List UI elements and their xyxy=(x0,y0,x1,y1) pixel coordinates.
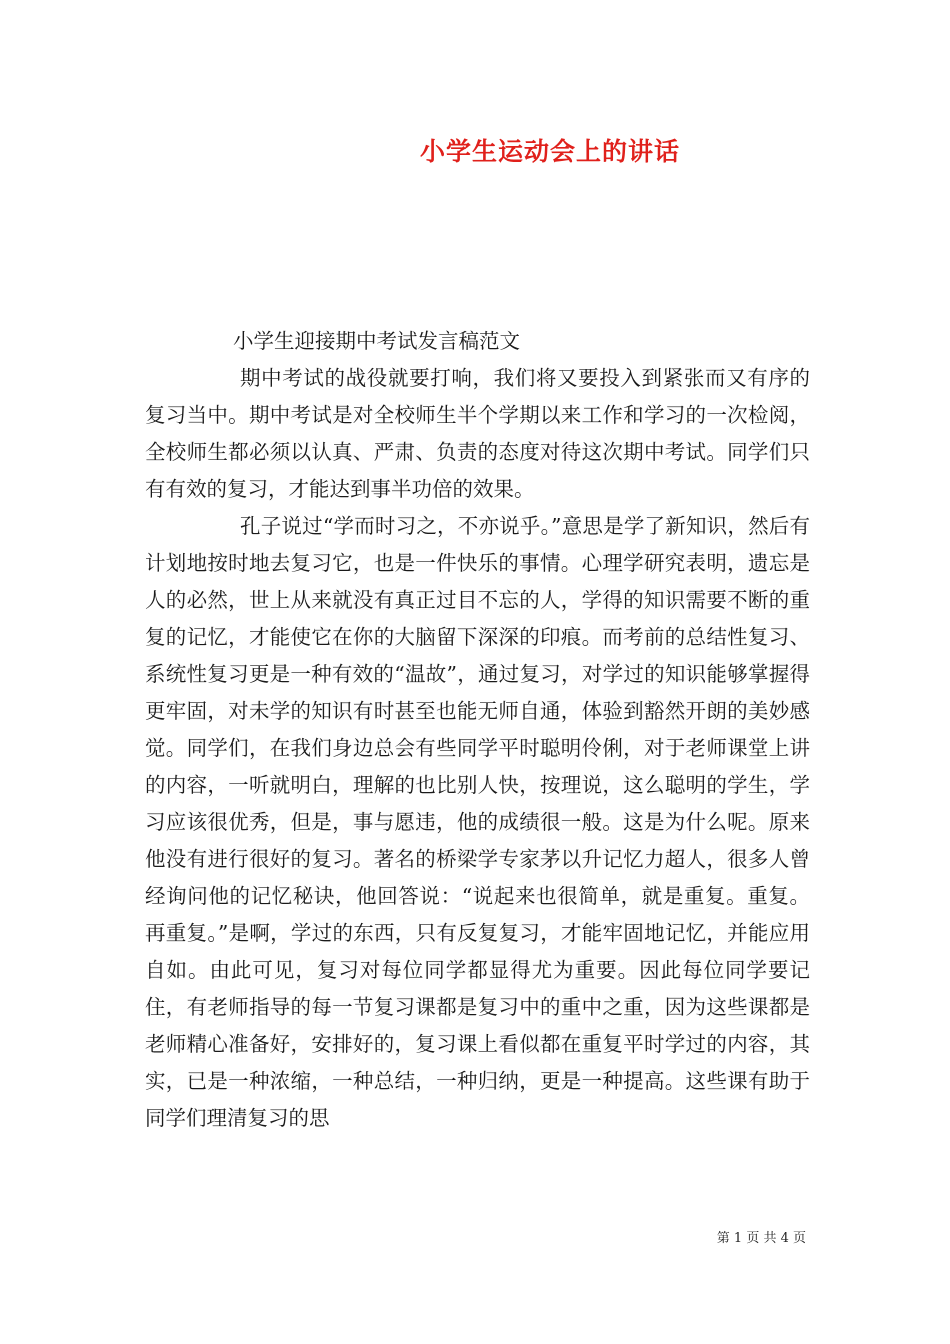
page-number-footer: 第 1 页 共 4 页 xyxy=(716,1231,806,1246)
section-heading: 小学生迎接期中考试发言稿范文 xyxy=(233,329,520,353)
document-body xyxy=(145,323,810,1137)
page-title: 小学生运动会上的讲话 xyxy=(419,137,680,166)
paragraph-2: 孔子说过“学而时习之，不亦说乎。”意思是学了新知识，然后有计划地按时地去复习它，也是一件快乐的事情。心理学研究表明，遗忘是人的必然，世上从来就没有真正过目不忘的人，学得的知识需要不断的重复的记忆，才能使它在你的大脑留下深深的印痕。而考前的总结性复习、系统性复习更是一种有效的“温故”，通过复习，对学过的知识能够掌握得更牢固，对未学的知识有时甚至也能无师自通，体验到豁然开朗的美妙感觉。同学们，在我们身边总会有些同学平时聪明伶俐，对于老师课堂上讲的内容，一听就明白，理解的也比别人快，按理说，这么聪明的学生，学习应该很优秀，但是，事与愿违，他的成绩很一般。这是为什么呢。原来他没有进行很好的复习。著名的桥梁学专家茅以升记忆力超人，很多人曾经询问他的记忆秘诀，他回答说：“说起来也很简单，就是重复。重复。再重复。”是啊，学过的东西，只有反复复习，才能牢固地记忆，并能应用自如。由此可见，复习对每位同学都显得尤为重要。因此每位同学要记住，有老师指导的每一节复习课都是复习中的重中之重，因为这些课都是老师精心准备好，安排好的，复习课上看似都在重复平时学过的内容，其实，已是一种浓缩，一种总结，一种归纳，更是一种提高。这些课有助于同学们理清复习的思 xyxy=(145,514,810,1130)
paragraph-1: 期中考试的战役就要打响，我们将又要投入到紧张而又有序的复习当中。期中考试是对全校师生半个学期以来工作和学习的一次检阅，全校师生都必须以认真、严肃、负责的态度对待这次期中考试。同学们只有有效的复习，才能达到事半功倍的效果。 xyxy=(145,366,810,501)
